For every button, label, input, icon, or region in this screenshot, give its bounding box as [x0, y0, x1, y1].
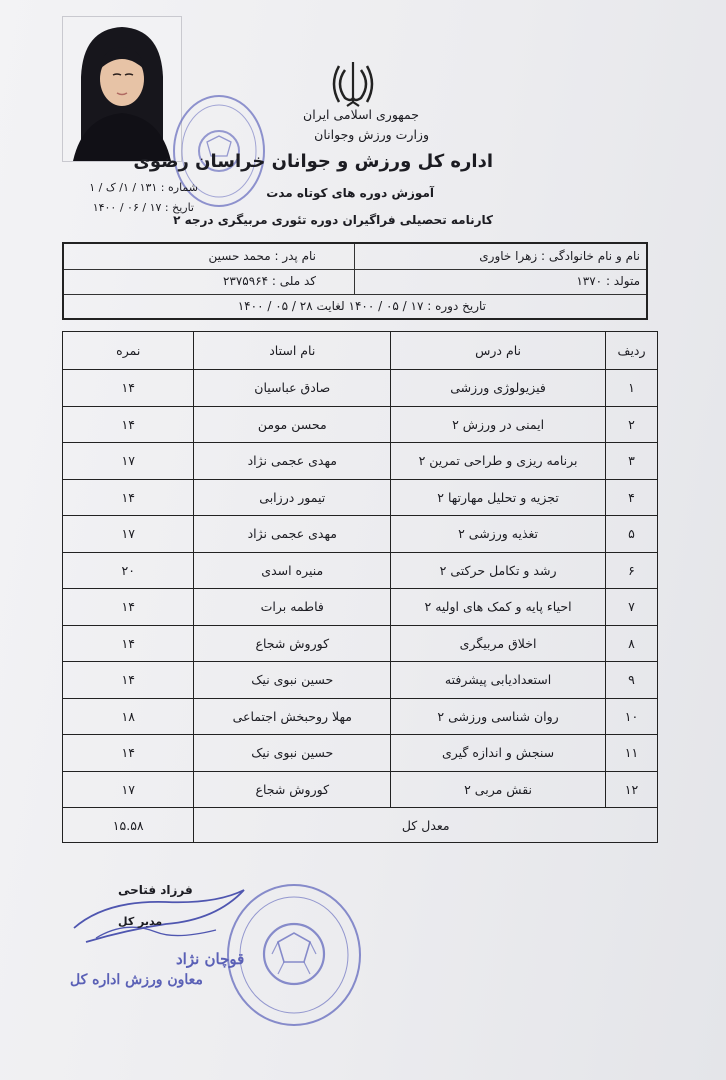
course-name: فیزیولوژی ورزشی: [391, 370, 606, 407]
row-number: ۴: [606, 479, 658, 516]
course-name: سنجش و اندازه گیری: [391, 735, 606, 772]
row-number: ۱۱: [606, 735, 658, 772]
student-info-box: [62, 242, 648, 320]
document-number: شماره : ۱۳۱ / ۱/ ک / ۱: [89, 181, 198, 194]
header-teacher: نام استاد: [194, 332, 391, 370]
table-row: [63, 589, 658, 626]
national-id: کد ملی : ۲۳۷۵۹۶۴: [222, 274, 316, 288]
row-number: ۷: [606, 589, 658, 626]
course-period: تاریخ دوره : ۱۷ / ۰۵ / ۱۴۰۰ لغایت ۲۸ / ۰۵ / ۱۴۰۰: [237, 299, 486, 313]
average-value: ۱۵.۵۸: [63, 808, 194, 843]
course-name: استعدادیابی پیشرفته: [391, 662, 606, 699]
header-row-number: ردیف: [606, 332, 658, 370]
teacher-name: فاطمه برات: [194, 589, 391, 626]
row-number: ۳: [606, 443, 658, 480]
grade-value: ۲۰: [63, 552, 194, 589]
teacher-name: مهدی عجمی نژاد: [194, 516, 391, 553]
grade-value: ۱۴: [63, 370, 194, 407]
grade-value: ۱۴: [63, 662, 194, 699]
table-row: [63, 698, 658, 735]
student-photo: [62, 16, 182, 162]
info-row: [64, 269, 646, 295]
program-subtitle: آموزش دوره های کوتاه مدت: [266, 186, 434, 200]
teacher-name: منیره اسدی: [194, 552, 391, 589]
table-row: [63, 516, 658, 553]
info-row: [64, 244, 646, 270]
grade-value: ۱۴: [63, 406, 194, 443]
grade-value: ۱۴: [63, 479, 194, 516]
ministry-line: وزارت ورزش وجوانان: [314, 127, 429, 142]
course-name: برنامه ریزی و طراحی تمرین ۲: [391, 443, 606, 480]
grades-body: [63, 370, 658, 808]
stamp-officer-name: قوچان نژاد: [176, 950, 245, 968]
teacher-name: حسین نبوی نیک: [194, 662, 391, 699]
row-number: ۱۲: [606, 771, 658, 808]
course-name: روان شناسی ورزشی ۲: [391, 698, 606, 735]
row-number: ۲: [606, 406, 658, 443]
student-name: نام و نام خانوادگی : زهرا خاوری: [479, 249, 640, 263]
birth-year: متولد : ۱۳۷۰: [576, 274, 640, 288]
director-name: فرزاد فتاحی: [118, 883, 193, 897]
info-row: [64, 294, 646, 319]
grade-value: ۱۷: [63, 443, 194, 480]
grade-value: ۱۴: [63, 735, 194, 772]
table-row: [63, 370, 658, 407]
row-number: ۵: [606, 516, 658, 553]
teacher-name: تیمور درزابی: [194, 479, 391, 516]
course-name: رشد و تکامل حرکتی ۲: [391, 552, 606, 589]
row-number: ۱۰: [606, 698, 658, 735]
teacher-name: مهدی عجمی نژاد: [194, 443, 391, 480]
average-label: معدل کل: [194, 808, 658, 843]
grade-value: ۱۷: [63, 771, 194, 808]
teacher-name: کوروش شجاع: [194, 625, 391, 662]
header-course: نام درس: [391, 332, 606, 370]
grade-value: ۱۷: [63, 516, 194, 553]
table-header-row: [63, 332, 658, 370]
average-row: [63, 808, 658, 843]
department-title: اداره کل ورزش و جوانان خراسان رضوی: [133, 151, 493, 172]
teacher-name: حسین نبوی نیک: [194, 735, 391, 772]
stamp-officer-title: معاون ورزش اداره کل: [70, 972, 203, 988]
document-date: تاریخ : ۱۷ / ۰۶ / ۱۴۰۰: [92, 201, 194, 214]
teacher-name: صادق عباسیان: [194, 370, 391, 407]
row-number: ۱: [606, 370, 658, 407]
grades-table: [62, 331, 658, 843]
teacher-name: محسن مومن: [194, 406, 391, 443]
grade-value: ۱۴: [63, 589, 194, 626]
republic-line: جمهوری اسلامی ایران: [303, 107, 419, 122]
course-name: احیاء پایه و کمک های اولیه ۲: [391, 589, 606, 626]
iran-emblem-icon: [327, 58, 379, 108]
table-row: [63, 406, 658, 443]
header-grade: نمره: [63, 332, 194, 370]
table-row: [63, 443, 658, 480]
student-portrait-image: [63, 17, 181, 161]
teacher-name: کوروش شجاع: [194, 771, 391, 808]
table-row: [63, 662, 658, 699]
document-title: کارنامه تحصیلی فراگیران دوره تئوری مربیگری درجه ۲: [173, 213, 493, 227]
table-row: [63, 771, 658, 808]
teacher-name: مهلا روحبخش اجتماعی: [194, 698, 391, 735]
course-name: تجزیه و تحلیل مهارتها ۲: [391, 479, 606, 516]
table-row: [63, 552, 658, 589]
course-name: نقش مربی ۲: [391, 771, 606, 808]
grade-value: ۱۴: [63, 625, 194, 662]
row-number: ۶: [606, 552, 658, 589]
row-number: ۹: [606, 662, 658, 699]
father-name: نام پدر : محمد حسین: [208, 249, 316, 263]
director-title: مدیر کل: [118, 915, 163, 928]
course-name: اخلاق مربیگری: [391, 625, 606, 662]
table-row: [63, 735, 658, 772]
table-row: [63, 479, 658, 516]
grade-value: ۱۸: [63, 698, 194, 735]
row-number: ۸: [606, 625, 658, 662]
course-name: ایمنی در ورزش ۲: [391, 406, 606, 443]
table-row: [63, 625, 658, 662]
course-name: تغذیه ورزشی ۲: [391, 516, 606, 553]
